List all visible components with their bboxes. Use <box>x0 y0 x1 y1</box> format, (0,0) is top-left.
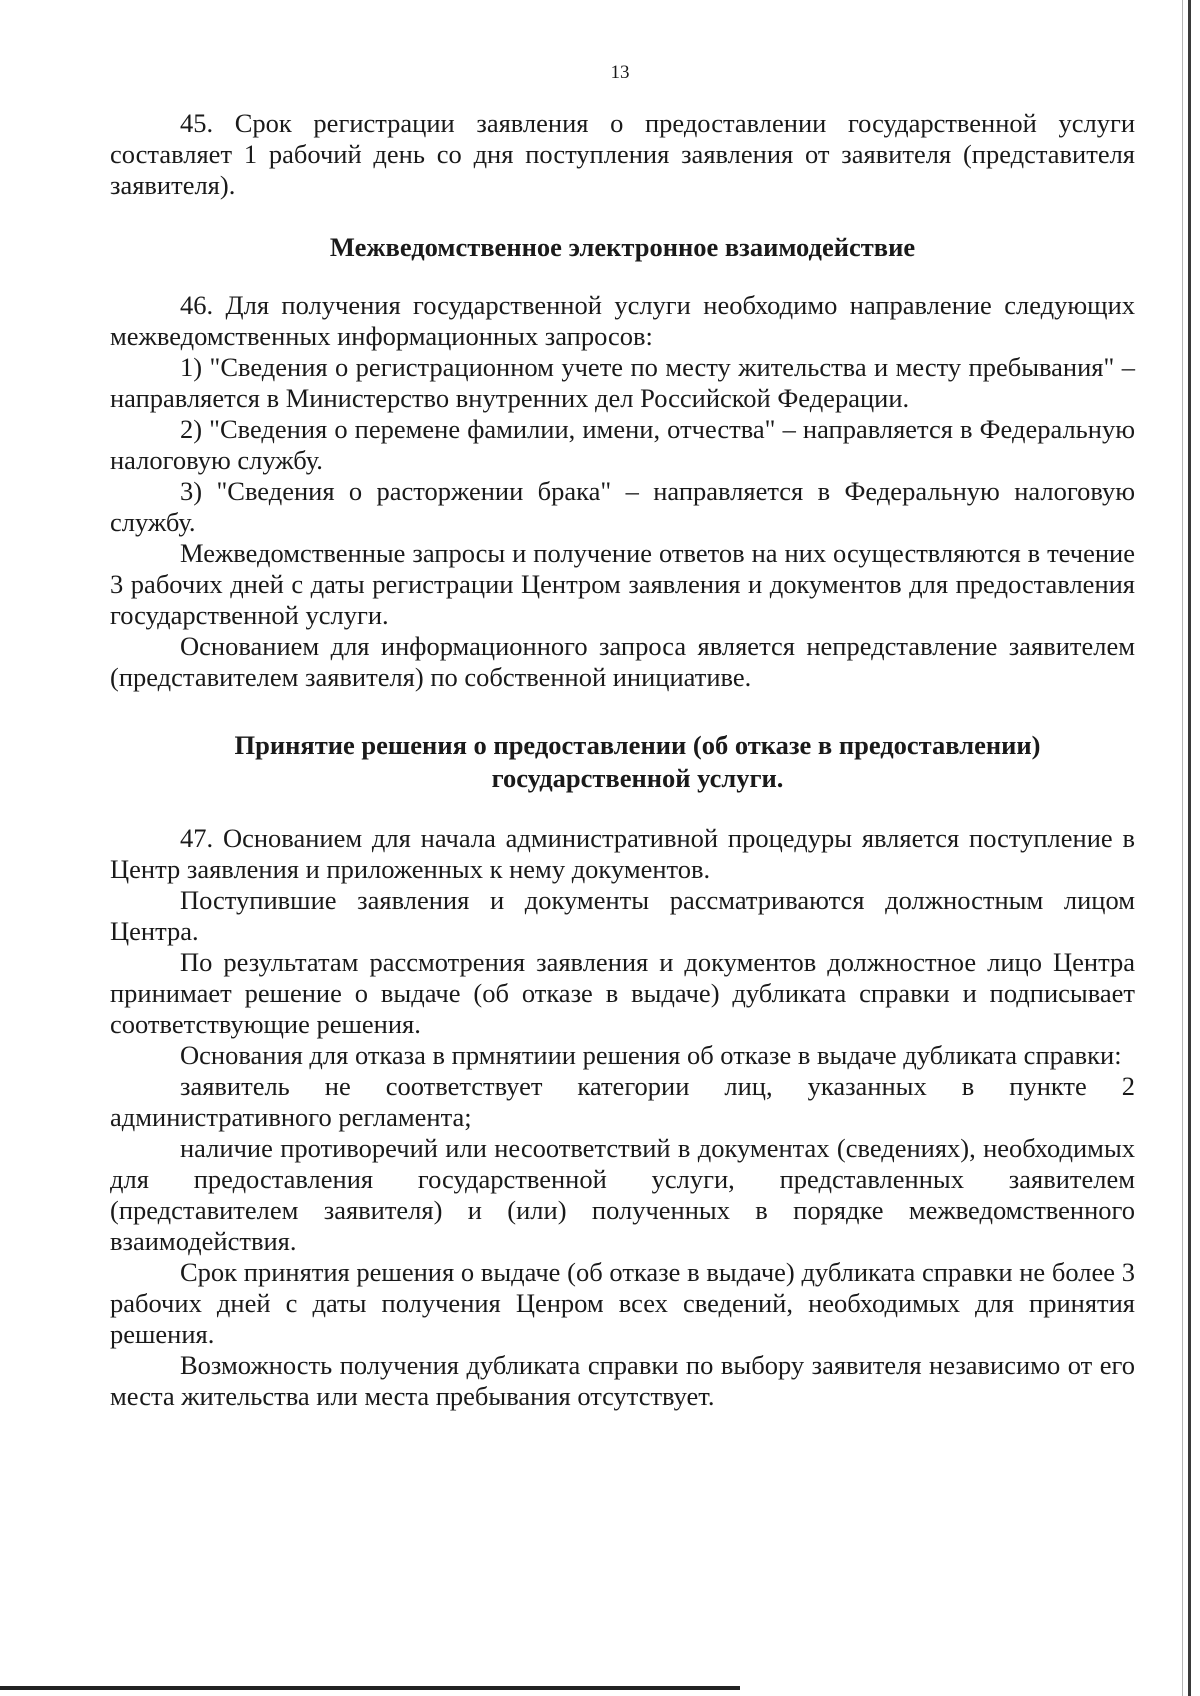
paragraph-47: 47. Основанием для начала административной процедуры является поступление в Центр заявления и приложенных к нему документов. <box>110 823 1135 884</box>
section-heading-decision-line-2: государственной услуги. <box>491 763 784 793</box>
paragraph-review: Поступившие заявления и документы рассматриваются должностным лицом Центра. <box>110 885 1135 946</box>
paragraph-45: 45. Срок регистрации заявления о предоставлении государственной услуги составляет 1 рабочий день со дня поступления заявления от заявителя (представителя заявителя). <box>110 108 1135 200</box>
refusal-ground-1: заявитель не соответствует категории лиц, указанных в пункте 2 административного регламента; <box>110 1071 1135 1132</box>
paragraph-request-basis: Основанием для информационного запроса является непредставление заявителем (представителем заявителя) по собственной инициативе. <box>110 631 1135 692</box>
paragraph-review-results: По результатам рассмотрения заявления и документов должностное лицо Центра принимает решение о выдаче (об отказе в выдаче) дубликата справки и подписывает соответствующие решения. <box>110 947 1135 1039</box>
paragraph-decision-term: Срок принятия решения о выдаче (об отказе в выдаче) дубликата справки не более 3 рабочих дней с даты получения Ценром всех сведений, необходимых для принятия решения. <box>110 1257 1135 1349</box>
scan-edge-right-inner <box>1182 0 1183 1696</box>
scan-edge-bottom <box>0 1686 740 1690</box>
section-heading-decision-line-1: Принятие решения о предоставлении (об отказе в предоставлении) <box>234 730 1041 760</box>
paragraph-extraterritorial: Возможность получения дубликата справки по выбору заявителя независимо от его места жительства или места пребывания отсутствует. <box>110 1350 1135 1411</box>
page-number: 13 <box>610 62 630 83</box>
list-item-3: 3) "Сведения о расторжении брака" – направляется в Федеральную налоговую службу. <box>110 476 1135 537</box>
refusal-ground-2: наличие противоречий или несоответствий в документах (сведениях), необходимых для предоставления государственной услуги, представленных заявителем (представителем заявителя) и (или) полученных в порядке межведомственного взаимодействия. <box>110 1133 1135 1256</box>
paragraph-requests-term: Межведомственные запросы и получение ответов на них осуществляются в течение 3 рабочих дней с даты регистрации Центром заявления и документов для предоставления государственной услуги. <box>110 538 1135 630</box>
paragraph-46: 46. Для получения государственной услуги необходимо направление следующих межведомственных информационных запросов: <box>110 290 1135 351</box>
paragraph-refusal-grounds: Основания для отказа в прмнятиии решения об отказе в выдаче дубликата справки: <box>180 1040 1122 1070</box>
scan-edge-right <box>1188 0 1191 1696</box>
section-heading-decision <box>110 729 1135 795</box>
list-item-1: 1) "Сведения о регистрационном учете по месту жительства и месту пребывания" – направляется в Министерство внутренних дел Российской Федерации. <box>110 352 1135 413</box>
list-item-2: 2) "Сведения о перемене фамилии, имени, отчества" – направляется в Федеральную налоговую службу. <box>110 414 1135 475</box>
document-body <box>110 108 1135 1412</box>
section-heading-interagency: Межведомственное электронное взаимодействие <box>329 232 916 262</box>
